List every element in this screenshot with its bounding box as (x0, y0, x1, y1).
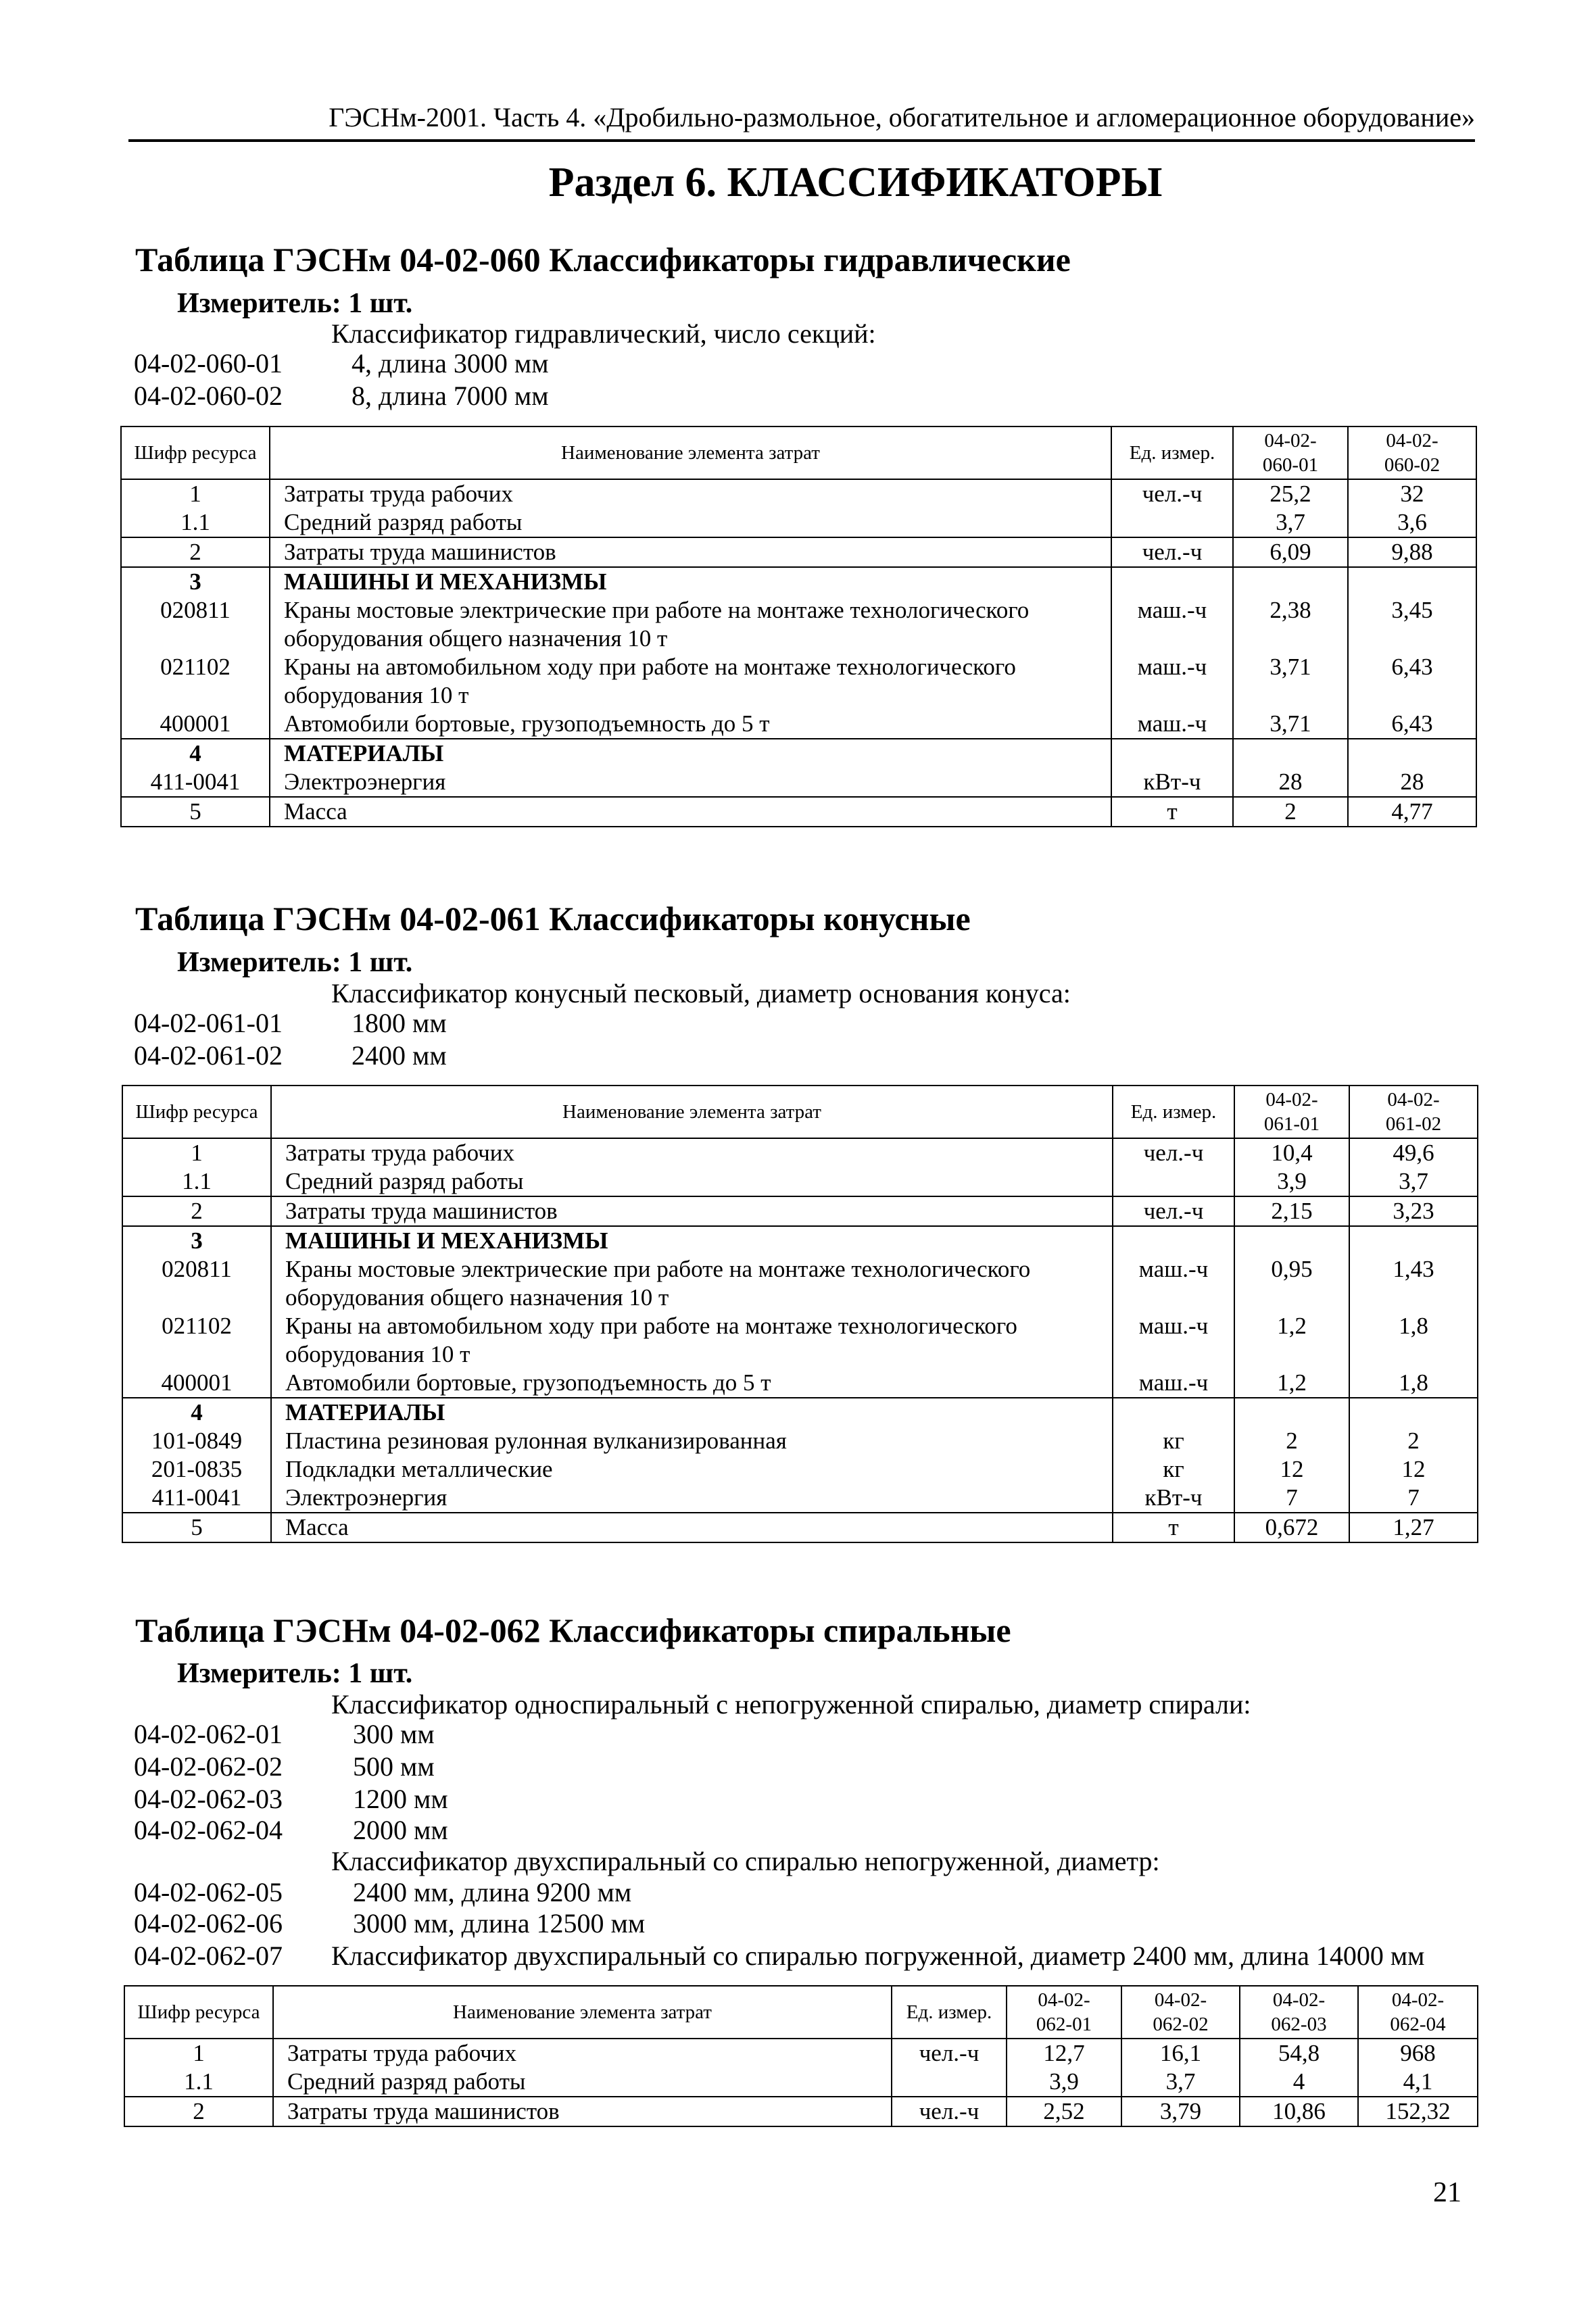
cell-name: Средний разряд работы (270, 508, 1111, 537)
col-header-norm (1358, 1986, 1478, 2039)
cell-value: 2,52 (1007, 2097, 1121, 2126)
cell-value: 7 (1349, 1484, 1478, 1513)
cell-code: 1 (121, 479, 270, 508)
cell-code: 3 (122, 1226, 271, 1255)
table-3-item-text: 500 мм (353, 1751, 435, 1782)
col-header-code: Шифр ресурса (121, 427, 270, 479)
cell-unit: маш.-ч (1111, 653, 1233, 710)
cell-value (1348, 739, 1476, 768)
cell-value: 2,38 (1233, 596, 1348, 653)
col-header-unit: Ед. измер. (892, 1986, 1007, 2039)
table-row (121, 537, 1476, 567)
cell-code: 1.1 (124, 2068, 273, 2097)
table-row (121, 653, 1476, 710)
cell-value: 6,43 (1348, 710, 1476, 739)
cell-unit (1113, 1167, 1234, 1196)
cell-unit: чел.-ч (892, 2039, 1007, 2068)
col-header-norm-bottom: 062-03 (1271, 2014, 1327, 2035)
cell-code: 4 (122, 1398, 271, 1427)
table-3-meter: Измеритель: 1 шт. (177, 1658, 413, 1689)
table-row (121, 567, 1476, 596)
cell-code: 400001 (121, 710, 270, 739)
cell-unit: маш.-ч (1113, 1312, 1234, 1369)
col-header-norm (1121, 1986, 1240, 2039)
cell-value: 6,09 (1233, 537, 1348, 567)
norms-table-1 (120, 426, 1477, 827)
cell-name: Электроэнергия (271, 1484, 1113, 1513)
cell-unit: т (1113, 1513, 1234, 1542)
cell-name: Пластина резиновая рулонная вулканизированная (271, 1427, 1113, 1455)
col-header-norm-top: 04-02- (1038, 1989, 1090, 2011)
cell-value: 2 (1349, 1427, 1478, 1455)
col-header-norm-top: 04-02- (1391, 1989, 1445, 2011)
cell-name: Затраты труда рабочих (271, 1138, 1113, 1167)
cell-code: 020811 (121, 596, 270, 653)
col-header-unit: Ед. измер. (1111, 427, 1233, 479)
cell-value: 10,86 (1240, 2097, 1358, 2126)
cell-value (1349, 1398, 1478, 1427)
cell-value: 4,77 (1348, 797, 1476, 827)
cell-value: 25,2 (1233, 479, 1348, 508)
col-header-name: Наименование элемента затрат (273, 1986, 892, 2039)
running-header: ГЭСНм-2001. Часть 4. «Дробильно-размольное, обогатительное и агломерационное оборудование» (128, 101, 1475, 142)
col-header-norm-top: 04-02- (1387, 1089, 1440, 1111)
table-3-item-code: 04-02-062-03 (134, 1784, 283, 1814)
table-3-item-text: 1200 мм (353, 1784, 448, 1814)
cell-value: 3,7 (1233, 508, 1348, 537)
table-2-description: Классификатор конусный песковый, диаметр основания конуса: (331, 978, 1071, 1008)
table-3-description: Классификатор двухспиральный со спиралью непогруженной, диаметр: (331, 1846, 1160, 1876)
table-3-item-text: 3000 мм, длина 12500 мм (353, 1908, 646, 1939)
cell-value: 1,2 (1234, 1369, 1349, 1398)
cell-value: 3,7 (1349, 1167, 1478, 1196)
cell-code: 3 (121, 567, 270, 596)
table-row (122, 1226, 1478, 1255)
cell-unit (1111, 739, 1233, 768)
cell-name: Затраты труда рабочих (270, 479, 1111, 508)
col-header-norm (1234, 1086, 1349, 1138)
table-row (124, 2039, 1478, 2068)
cell-value: 2,15 (1234, 1196, 1349, 1226)
col-header-code: Шифр ресурса (122, 1086, 271, 1138)
table-2-title: Таблица ГЭСНм 04-02-061 Классификаторы конусные (135, 900, 971, 937)
cell-value: 3,71 (1233, 710, 1348, 739)
col-header-norm-bottom: 060-01 (1262, 454, 1319, 476)
cell-value: 49,6 (1349, 1138, 1478, 1167)
table-row (122, 1167, 1478, 1196)
col-header-unit: Ед. измер. (1113, 1086, 1234, 1138)
cell-name: Краны мостовые электрические при работе на монтаже технологического оборудования общего назначения 10 т (270, 596, 1111, 653)
cell-value: 0,95 (1234, 1255, 1349, 1312)
cell-value (1233, 739, 1348, 768)
cell-value: 6,43 (1348, 653, 1476, 710)
cell-code: 5 (122, 1513, 271, 1542)
table-row (122, 1312, 1478, 1369)
table-3-description: Классификатор односпиральный с непогруженной спиралью, диаметр спирали: (331, 1689, 1251, 1720)
cell-value: 10,4 (1234, 1138, 1349, 1167)
cell-unit: чел.-ч (1111, 537, 1233, 567)
cell-name: Затраты труда машинистов (273, 2097, 892, 2126)
table-1-item-text: 4, длина 3000 мм (352, 348, 549, 379)
cell-value: 28 (1233, 768, 1348, 797)
cell-unit: маш.-ч (1111, 710, 1233, 739)
table-3-item-text: 2400 мм, длина 9200 мм (353, 1877, 632, 1907)
cell-code: 021102 (121, 653, 270, 710)
cell-code: 201-0835 (122, 1455, 271, 1484)
col-header-norm-top: 04-02- (1154, 1989, 1207, 2011)
table-row (122, 1255, 1478, 1312)
cell-value (1349, 1226, 1478, 1255)
cell-unit (1113, 1398, 1234, 1427)
cell-value: 1,43 (1349, 1255, 1478, 1312)
cell-value (1233, 567, 1348, 596)
cell-unit: чел.-ч (1113, 1196, 1234, 1226)
cell-value (1234, 1226, 1349, 1255)
cell-value: 3,9 (1007, 2068, 1121, 2097)
table-3-item-text: 2000 мм (353, 1815, 448, 1845)
cell-name: МАТЕРИАЛЫ (270, 739, 1111, 768)
col-header-norm (1233, 427, 1348, 479)
cell-name: Затраты труда рабочих (273, 2039, 892, 2068)
cell-value: 12 (1234, 1455, 1349, 1484)
table-3-item-text: Классификатор двухспиральный со спиралью погруженной, диаметр 2400 мм, длина 14000 мм (331, 1941, 1425, 1971)
cell-value: 968 (1358, 2039, 1478, 2068)
cell-value: 0,672 (1234, 1513, 1349, 1542)
cell-unit (1113, 1226, 1234, 1255)
col-header-norm (1007, 1986, 1121, 2039)
table-row (122, 1398, 1478, 1427)
table-row (122, 1138, 1478, 1167)
cell-unit: кВт-ч (1111, 768, 1233, 797)
table-3-item-code: 04-02-062-05 (134, 1877, 283, 1907)
table-3-item-code: 04-02-062-01 (134, 1719, 283, 1749)
col-header-name: Наименование элемента затрат (270, 427, 1111, 479)
table-1-item-text: 8, длина 7000 мм (352, 381, 549, 411)
table-1-description: Классификатор гидравлический, число секций: (331, 318, 876, 349)
table-3-item-code: 04-02-062-06 (134, 1908, 283, 1939)
cell-value: 2 (1233, 797, 1348, 827)
cell-name: Затраты труда машинистов (270, 537, 1111, 567)
table-1-item-code: 04-02-060-01 (134, 348, 283, 379)
cell-name: Автомобили бортовые, грузоподъемность до 5 т (271, 1369, 1113, 1398)
cell-code: 400001 (122, 1369, 271, 1398)
cell-value: 3,23 (1349, 1196, 1478, 1226)
table-row (124, 2097, 1478, 2126)
table-row (121, 768, 1476, 797)
col-header-norm-bottom: 061-01 (1263, 1113, 1320, 1135)
col-header-norm-bottom: 062-04 (1390, 2014, 1446, 2035)
col-header-norm-bottom: 062-02 (1153, 2014, 1209, 2035)
table-3-item-text: 300 мм (353, 1719, 435, 1749)
table-2-item-code: 04-02-061-01 (134, 1008, 283, 1038)
table-2-item-text: 1800 мм (352, 1008, 447, 1038)
cell-code: 1.1 (122, 1167, 271, 1196)
table-row (121, 739, 1476, 768)
table-row (121, 479, 1476, 508)
cell-value: 3,71 (1233, 653, 1348, 710)
col-header-code: Шифр ресурса (124, 1986, 273, 2039)
table-3-item-code: 04-02-062-02 (134, 1751, 283, 1782)
cell-value: 3,7 (1121, 2068, 1240, 2097)
cell-unit: кВт-ч (1113, 1484, 1234, 1513)
cell-unit: т (1111, 797, 1233, 827)
table-row (121, 596, 1476, 653)
cell-code: 5 (121, 797, 270, 827)
col-header-norm-bottom: 061-02 (1385, 1113, 1442, 1135)
cell-name: Затраты труда машинистов (271, 1196, 1113, 1226)
cell-unit: чел.-ч (1113, 1138, 1234, 1167)
col-header-norm-top: 04-02- (1386, 430, 1438, 452)
cell-value: 12,7 (1007, 2039, 1121, 2068)
cell-name: Средний разряд работы (273, 2068, 892, 2097)
cell-name: Автомобили бортовые, грузоподъемность до 5 т (270, 710, 1111, 739)
col-header-norm-top: 04-02- (1265, 1089, 1318, 1111)
table-row (122, 1513, 1478, 1542)
col-header-name: Наименование элемента затрат (271, 1086, 1113, 1138)
cell-unit (1111, 567, 1233, 596)
col-header-norm (1349, 1086, 1478, 1138)
cell-unit (892, 2068, 1007, 2097)
table-row (122, 1369, 1478, 1398)
cell-name: Средний разряд работы (271, 1167, 1113, 1196)
cell-name: Электроэнергия (270, 768, 1111, 797)
col-header-norm-bottom: 062-01 (1036, 2014, 1092, 2035)
table-3-item-code: 04-02-062-07 (134, 1941, 283, 1971)
table-3-item-code: 04-02-062-04 (134, 1815, 283, 1845)
cell-code: 2 (121, 537, 270, 567)
cell-value: 28 (1348, 768, 1476, 797)
cell-value: 4 (1240, 2068, 1358, 2097)
table-1-meter: Измеритель: 1 шт. (177, 288, 413, 319)
cell-value (1348, 567, 1476, 596)
col-header-norm-bottom: 060-02 (1384, 454, 1441, 476)
cell-name: Краны на автомобильном ходу при работе на монтаже технологического оборудования 10 т (270, 653, 1111, 710)
cell-value: 3,45 (1348, 596, 1476, 653)
cell-value: 1,8 (1349, 1312, 1478, 1369)
cell-code: 2 (122, 1196, 271, 1226)
table-1-title: Таблица ГЭСНм 04-02-060 Классификаторы гидравлические (135, 241, 1071, 278)
cell-value: 3,79 (1121, 2097, 1240, 2126)
cell-value: 3,9 (1234, 1167, 1349, 1196)
table-row (122, 1427, 1478, 1455)
cell-code: 101-0849 (122, 1427, 271, 1455)
cell-name: МАШИНЫ И МЕХАНИЗМЫ (270, 567, 1111, 596)
table-2-item-code: 04-02-061-02 (134, 1040, 283, 1071)
cell-unit: маш.-ч (1113, 1369, 1234, 1398)
cell-value: 54,8 (1240, 2039, 1358, 2068)
section-title: Раздел 6. КЛАССИФИКАТОРЫ (548, 160, 1163, 205)
cell-code: 411-0041 (122, 1484, 271, 1513)
table-row (121, 508, 1476, 537)
cell-code: 4 (121, 739, 270, 768)
cell-unit: кг (1113, 1455, 1234, 1484)
cell-name: Подкладки металлические (271, 1455, 1113, 1484)
cell-value: 32 (1348, 479, 1476, 508)
cell-unit: чел.-ч (892, 2097, 1007, 2126)
cell-unit: кг (1113, 1427, 1234, 1455)
cell-code: 021102 (122, 1312, 271, 1369)
cell-value: 7 (1234, 1484, 1349, 1513)
cell-code: 411-0041 (121, 768, 270, 797)
cell-value: 9,88 (1348, 537, 1476, 567)
cell-name: Масса (271, 1513, 1113, 1542)
cell-name: Краны мостовые электрические при работе на монтаже технологического оборудования общего назначения 10 т (271, 1255, 1113, 1312)
table-row (122, 1484, 1478, 1513)
cell-value: 3,6 (1348, 508, 1476, 537)
cell-value: 1,2 (1234, 1312, 1349, 1369)
cell-value: 152,32 (1358, 2097, 1478, 2126)
table-row (122, 1455, 1478, 1484)
col-header-norm-top: 04-02- (1264, 430, 1317, 452)
cell-value: 12 (1349, 1455, 1478, 1484)
table-1-item-code: 04-02-060-02 (134, 381, 283, 411)
col-header-norm-top: 04-02- (1272, 1989, 1326, 2011)
table-3-title: Таблица ГЭСНм 04-02-062 Классификаторы спиральные (135, 1611, 1011, 1649)
norms-table-3 (124, 1985, 1478, 2127)
page-number: 21 (1433, 2177, 1461, 2208)
cell-code: 2 (124, 2097, 273, 2126)
table-row (121, 797, 1476, 827)
cell-value: 1,27 (1349, 1513, 1478, 1542)
cell-name: Краны на автомобильном ходу при работе на монтаже технологического оборудования 10 т (271, 1312, 1113, 1369)
cell-unit: чел.-ч (1111, 479, 1233, 508)
cell-unit: маш.-ч (1111, 596, 1233, 653)
cell-value: 16,1 (1121, 2039, 1240, 2068)
cell-name: МАТЕРИАЛЫ (271, 1398, 1113, 1427)
cell-name: МАШИНЫ И МЕХАНИЗМЫ (271, 1226, 1113, 1255)
col-header-norm (1240, 1986, 1358, 2039)
cell-code: 020811 (122, 1255, 271, 1312)
table-row (121, 710, 1476, 739)
cell-unit (1111, 508, 1233, 537)
col-header-norm (1348, 427, 1476, 479)
cell-unit: маш.-ч (1113, 1255, 1234, 1312)
cell-value (1234, 1398, 1349, 1427)
cell-code: 1 (124, 2039, 273, 2068)
cell-code: 1 (122, 1138, 271, 1167)
table-row (124, 2068, 1478, 2097)
cell-value: 1,8 (1349, 1369, 1478, 1398)
cell-value: 4,1 (1358, 2068, 1478, 2097)
table-2-meter: Измеритель: 1 шт. (177, 947, 413, 978)
table-row (122, 1196, 1478, 1226)
cell-name: Масса (270, 797, 1111, 827)
cell-value: 2 (1234, 1427, 1349, 1455)
cell-code: 1.1 (121, 508, 270, 537)
table-2-item-text: 2400 мм (352, 1040, 447, 1071)
norms-table-2 (122, 1085, 1478, 1543)
